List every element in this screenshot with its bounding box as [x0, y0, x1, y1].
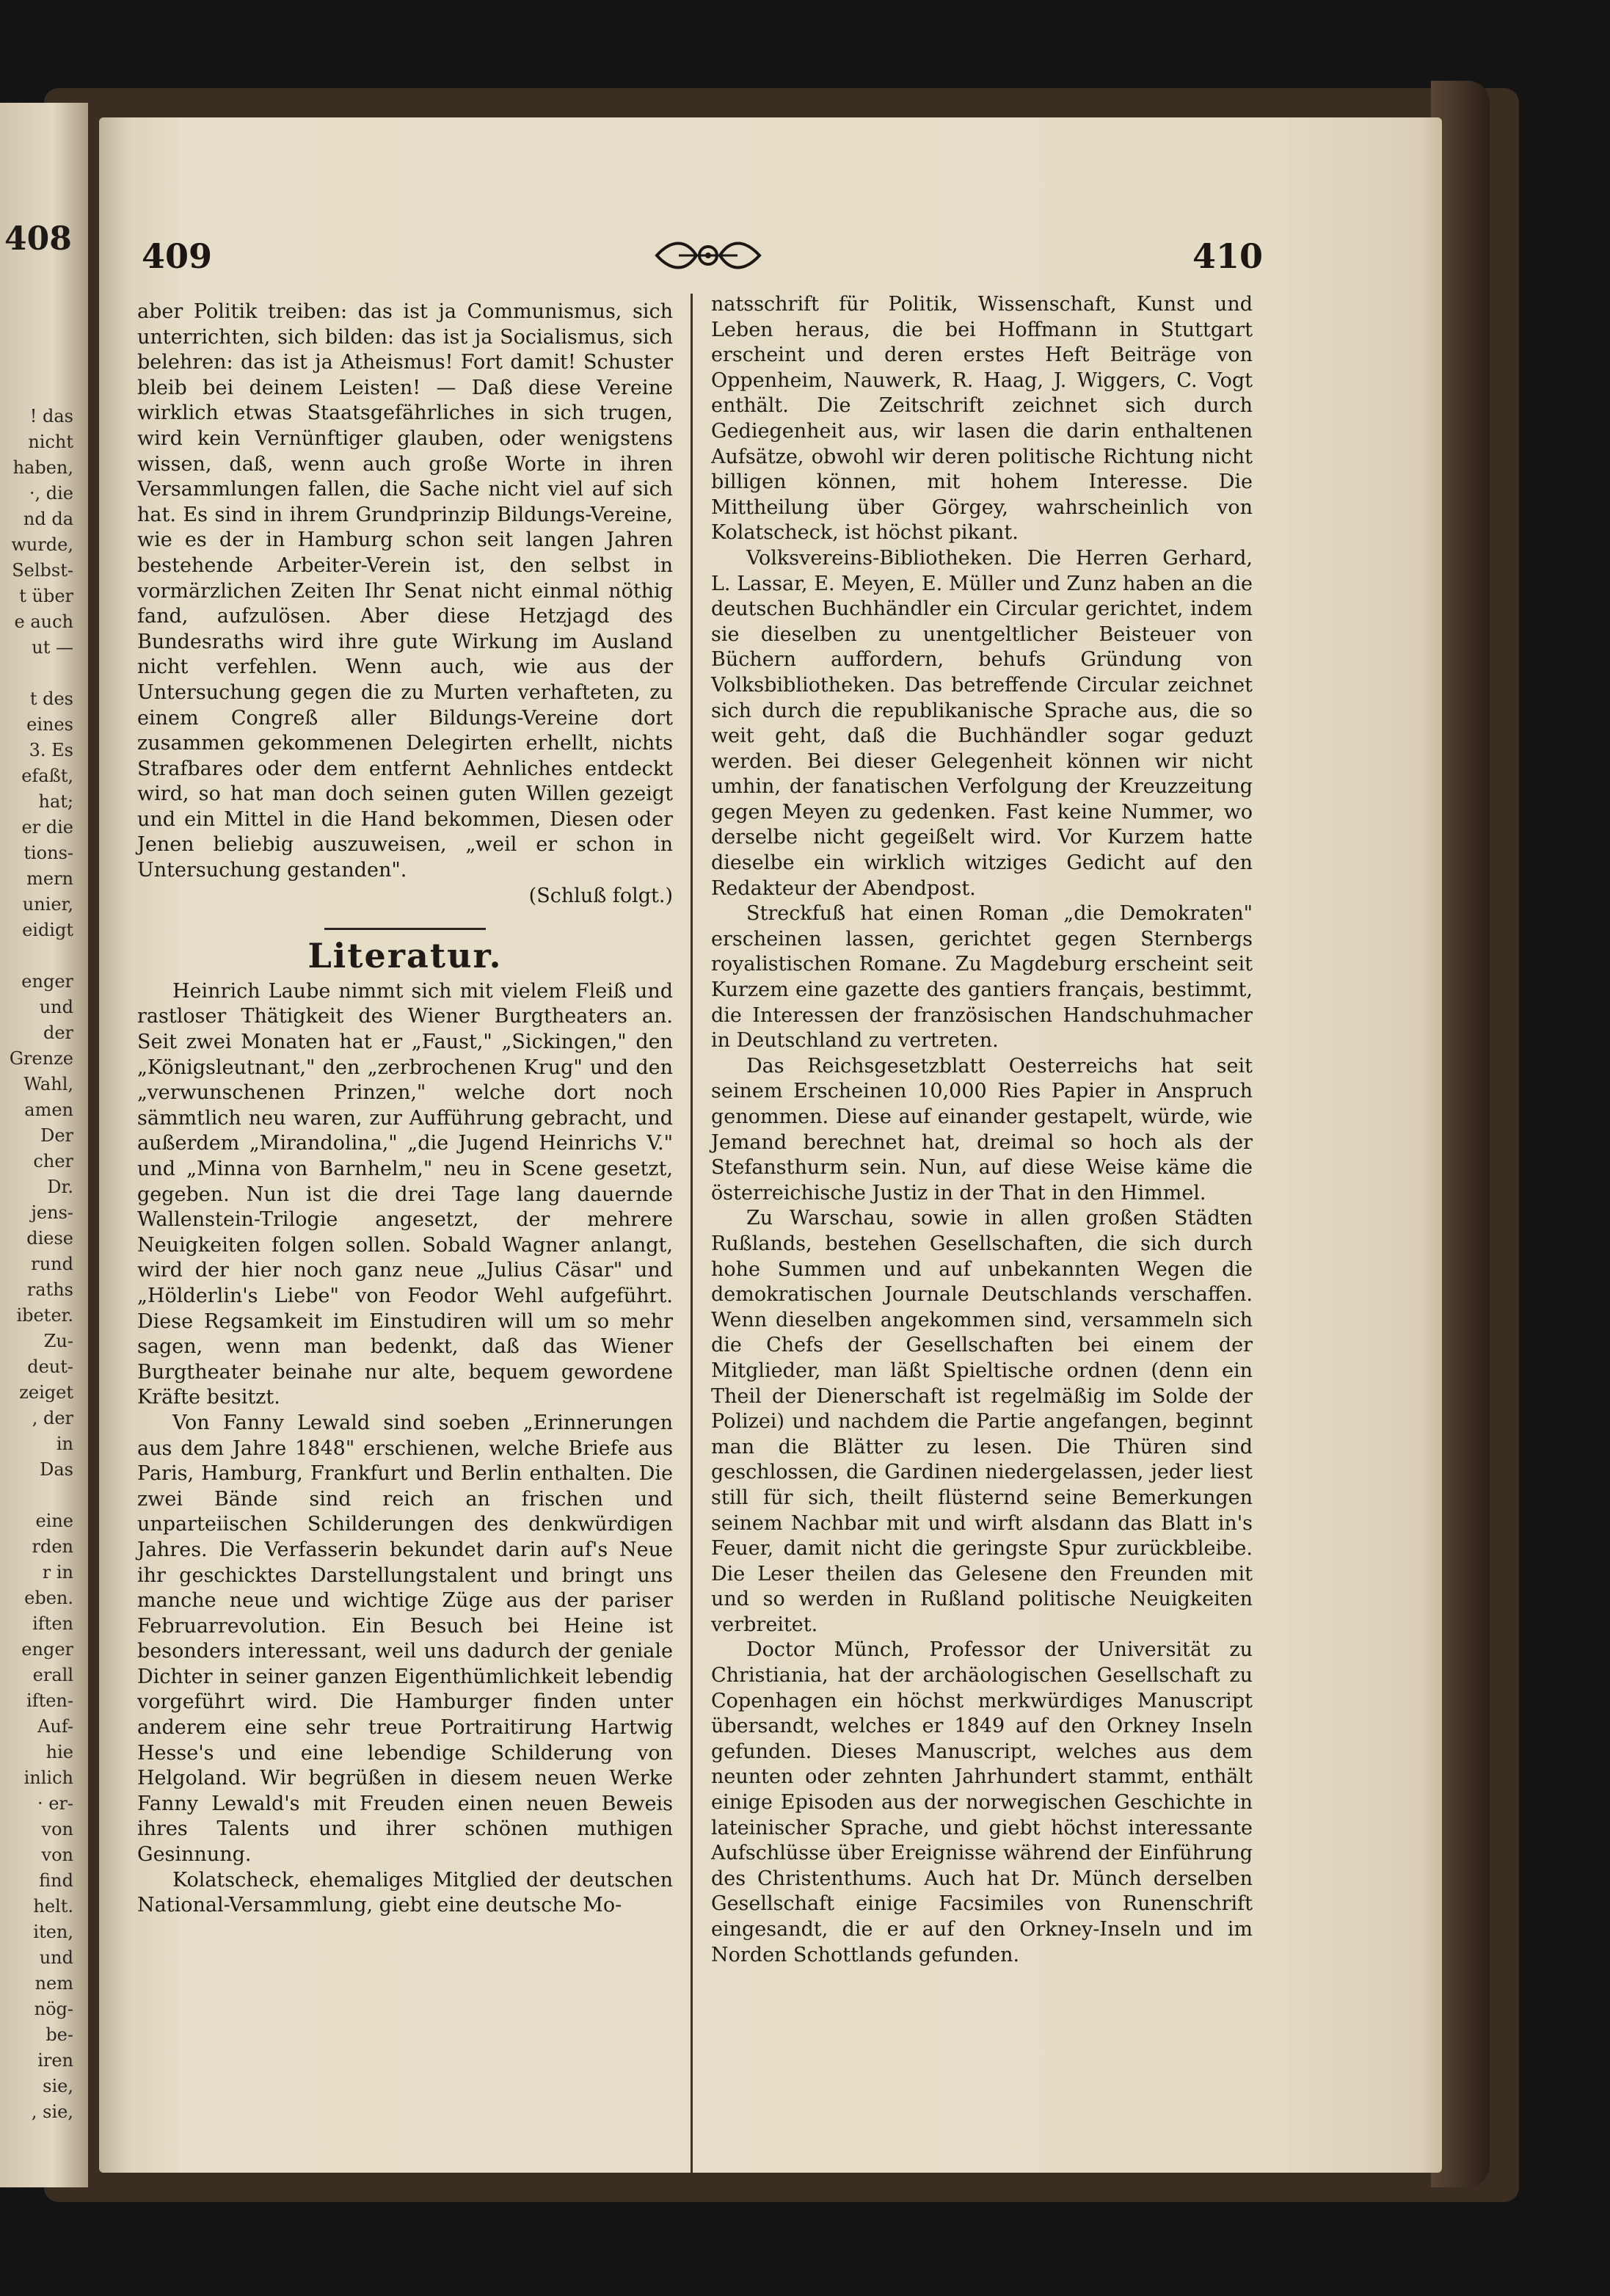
previous-page-fragment: und [39, 997, 73, 1017]
previous-page-fragment: inlich [23, 1768, 73, 1788]
previous-page-fragment: r in [42, 1562, 73, 1583]
previous-page-fragment: iften [32, 1613, 73, 1634]
paragraph: aber Politik treiben: das ist ja Communismus, sich unterrichten, sich bilden: das ist ja Socialismus, sich belehren: das ist ja Atheismus! Fort damit! Schuster bleib bei deinem Leisten! — Daß diese Vereine wirklich etwas Staatsgefährliches in sich trugen, wird kein Vernünftiger glauben, oder wenigstens wissen, daß, wenn auch große Worte in ihren Versammlungen fallen, die Sache nicht viel auf sich hat. Es sind in ihrem Grundprinzip Bildungs-Vereine, wie es der in Hamburg schon seit langen Jahren bestehende Arbeiter-Verein ist, den selbst in vormärzlichen Zeiten Ihr Senat nicht einmal nöthig fand, aufzulösen. Aber diese Hetzjagd des Bundesraths wird ihre gute Wirkung im Ausland nicht verfehlen. Wenn auch, wie aus der Untersuchung gegen die zu Murten verhafteten, zu einem Congreß aller Bildungs-Vereine dort zusammen gekommenen Delegirten erhellt, nichts Strafbares oder dem entfernt Aehnliches entdeckt wird, so hat man doch seinen guten Willen gezeigt und ein Mittel in die Hand bekommen, Diesen oder Jenen beliebig auszuweisen, „weil er schon in Untersuchung gestanden". [137, 300, 673, 882]
paragraph: Zu Warschau, sowie in allen großen Städten Rußlands, bestehen Gesellschaften, die sich durch hohe Summen und auf unbekannten Wegen die demokratischen Journale Deutschlands verschaffen. Wenn dieselben angekommen sind, versammeln sich die Chefs der Gesellschaften bei einem der Mitglieder, man läßt Spieltische ordnen (denn ein Theil der Dienerschaft ist regelmäßig im Solde der Polizei) und nachdem die Partie angefangen, beginnt man die Blätter zu lesen. Die Thüren sind geschlossen, die Gardinen niedergelassen, jeder liest still für sich, theilt flüsternd seine Bemerkungen seinem Nachbar mit und wirft alsdann das Blatt in's Feuer, damit nicht die geringste Spur zurückbleibe. Die Leser theilen das Gelesene den Freunden mit und so werden in Rußland politische Neuigkeiten verbreitet. [711, 1207, 1253, 1636]
previous-page-fragment: iften- [26, 1690, 73, 1711]
previous-page-fragment [0, 1483, 73, 1508]
page-number-left: 409 [142, 236, 213, 276]
previous-page-fragment: rden [32, 1536, 73, 1557]
continued-note: (Schluß folgt.) [528, 884, 673, 907]
previous-page-fragment: nem [34, 1973, 73, 1994]
previous-page-fragment: hie [45, 1742, 73, 1762]
previous-page-fragment: zeiget [19, 1382, 73, 1403]
previous-page-fragment: er die [21, 817, 73, 838]
previous-page-fragment: Dr. [47, 1177, 73, 1197]
right-column [711, 292, 1253, 1968]
previous-page-fragment: ·, die [29, 483, 73, 504]
previous-page-fragment: cher [33, 1151, 73, 1171]
previous-page-fragment: nd da [23, 509, 73, 529]
previous-page-fragment: rund [31, 1254, 73, 1274]
previous-page-fragment: e auch [14, 611, 73, 632]
previous-page-fragment: nicht [28, 432, 73, 452]
column-divider [691, 294, 693, 2173]
section-separator [324, 928, 486, 930]
paragraph: Volksvereins-Bibliotheken. Die Herren Gerhard, L. Lassar, E. Meyen, E. Müller und Zunz haben an die deutschen Buchhändler ein Circular gerichtet, indem sie dieselben zu unentgeltlicher Beisteuer von Büchern auffordern, behufs Gründung von Volksbibliotheken. Das betreffende Circular zeichnet sich durch die republikanische Sprache aus, die so weit geht, daß die Buchhändler sogar geduzt werden. Bei dieser Gelegenheit können wir nicht umhin, der fanatischen Verfolgung der Kreuzzeitung gegen Meyen zu gedenken. Fast keine Nummer, wo derselbe nicht gegeißelt wird. Vor Kurzem hatte dieselbe ein wirklich witziges Gedicht auf den Redakteur der Abendpost. [711, 546, 1253, 900]
previous-page-fragment: deut- [27, 1356, 73, 1377]
previous-page-fragment: ut — [32, 637, 73, 658]
previous-page-fragment: erall [32, 1665, 73, 1685]
previous-page-fragment: Der [40, 1125, 73, 1146]
previous-page-fragment: Auf- [37, 1716, 73, 1737]
previous-page-fragment: hat; [38, 791, 73, 812]
previous-page-fragment: helt. [33, 1896, 73, 1917]
previous-page-fragment: be- [45, 2024, 73, 2045]
paragraph: Doctor Münch, Professor der Universität zu Christiania, hat der archäologischen Gesellschaft zu Copenhagen ein höchst merkwürdiges Manuscript übersandt, welches er 1849 auf den Orkney Inseln gefunden. Dieses Manuscript, welches aus dem neunten oder zehnten Jahrhundert stammt, enthält einige Episoden aus der norwegischen Geschichte in lateinischer Sprache, und giebt höchst interessante Aufschlüsse über Ereignisse während der Einführung des Christenthums. Auch hat Dr. Münch derselben Gesellschaft einige Facsimiles von Runenschrift eingesandt, die er auf den Orkney-Inseln und im Norden Schottlands gefunden. [711, 1638, 1253, 1966]
previous-page-fragment: jens- [31, 1202, 73, 1223]
left-column [137, 299, 673, 1919]
previous-page-fragment: Wahl, [23, 1074, 73, 1094]
previous-page-edge [0, 103, 88, 2187]
previous-page-fragment: 3. Es [29, 740, 73, 760]
previous-page-fragment: , sie, [31, 2101, 73, 2122]
header-ornament-icon [649, 235, 767, 276]
paragraph: Streckfuß hat einen Roman „die Demokraten" erscheinen lassen, gerichtet gegen Sternbergs royalistischen Romane. Zu Magdeburg erscheint seit Kurzem eine gazette des gantiers français, bestimmt, die Interessen der französischen Handschuhmacher in Deutschland zu vertreten. [711, 902, 1253, 1053]
paragraph: Das Reichsgesetzblatt Oesterreichs hat seit seinem Erscheinen 10,000 Ries Papier in Anspruch genommen. Diese auf einander gestapelt, würde, wie Jemand berechnet hat, dreimal so hoch als der Stefansthurm sein. Nun, auf diese Weise käme die österreichische Justiz in der That in den Himmel. [711, 1054, 1253, 1205]
previous-page-fragment: Zu- [43, 1331, 73, 1351]
section-title: Literatur. [307, 936, 503, 976]
previous-page-fragment [0, 661, 73, 686]
previous-page-fragment: in [56, 1434, 73, 1454]
previous-page-fragment: von [41, 1845, 73, 1865]
paragraph: natsschrift für Politik, Wissenschaft, Kunst und Leben heraus, die bei Hoffmann in Stuttgart erscheint und deren erstes Heft Beiträge von Oppenheim, Nauwerk, R. Haag, J. Wiggers, C. Vogt enthält. Die Zeitschrift zeichnet sich durch Gediegenheit aus, wir lasen die darin enthaltenen Aufsätze, obwohl wir deren politische Richtung nicht billigen können, mit hohem Interesse. Die Mittheilung über Görgey, wahrscheinlich von Kolatscheck, ist höchst pikant. [711, 293, 1253, 545]
previous-page-fragment: Selbst- [12, 560, 73, 581]
book-page [99, 117, 1442, 2173]
previous-page-fragment: haben, [12, 457, 73, 478]
paragraph: Von Fanny Lewald sind soeben „Erinnerungen aus dem Jahre 1848" erschienen, welche Briefe aus Paris, Hamburg, Frankfurt und Berlin enthalten. Die zwei Bände sind reich an frischen und unparteiischen Schilderungen des denkwürdigen Jahres. Die Verfasserin bekundet darin auf's Neue ihr geschicktes Darstellungstalent und bringt uns manche neue und wichtige Züge aus der pariser Februarrevolution. Ein Besuch bei Heine ist besonders interessant, weil uns dadurch der geniale Dichter in seiner ganzen Eigenthümlichkeit lebendig vorgeführt wird. Die Hamburger finden unter anderem eine sehr treue Portraitirung Hartwig Hesse's und eine lebendige Schilderung von Helgoland. Wir begrüßen in diesem neuen Werke Fanny Lewald's mit Freuden einen neuen Beweis ihres Talents und ihrer schönen muthigen Gesinnung. [137, 1411, 673, 1867]
previous-page-fragment: eine [35, 1511, 73, 1531]
paragraph: Kolatscheck, ehemaliges Mitglied der deutschen National-Versammlung, giebt eine deutsche Mo- [137, 1868, 673, 1917]
previous-page-number: 408 [4, 220, 72, 258]
previous-page-fragment: eben. [24, 1588, 73, 1608]
previous-page-fragment: sie, [43, 2076, 73, 2096]
previous-page-fragment: iren [37, 2050, 73, 2071]
previous-page-fragments [0, 404, 73, 2125]
previous-page-fragment: diese [26, 1228, 73, 1249]
previous-page-fragment: unier, [22, 894, 73, 915]
previous-page-fragment: Grenze [9, 1048, 73, 1069]
previous-page-fragment: enger [21, 1639, 73, 1660]
previous-page-fragment: nög- [34, 1999, 73, 2019]
previous-page-fragment: mern [26, 868, 73, 889]
previous-page-fragment: eines [26, 714, 73, 735]
previous-page-fragment: · er- [37, 1793, 73, 1814]
previous-page-fragment [0, 943, 73, 969]
previous-page-fragment: raths [26, 1279, 73, 1300]
previous-page-fragment: t über [19, 586, 73, 606]
previous-page-fragment: amen [24, 1100, 73, 1120]
previous-page-fragment: enger [21, 971, 73, 992]
previous-page-fragment: Das [40, 1459, 73, 1480]
previous-page-fragment: t des [29, 689, 73, 709]
previous-page-fragment: eidigt [22, 920, 73, 940]
previous-page-fragment: find [39, 1870, 73, 1891]
previous-page-fragment: ! das [29, 406, 73, 426]
previous-page-fragment: ibeter. [16, 1305, 73, 1326]
previous-page-fragment: wurde, [11, 534, 73, 555]
previous-page-fragment: tions- [23, 843, 73, 863]
page-number-right: 410 [1192, 236, 1264, 276]
page-header [99, 117, 1442, 191]
previous-page-fragment: von [41, 1819, 73, 1839]
paragraph: Heinrich Laube nimmt sich mit vielem Fleiß und rastloser Thätigkeit des Wiener Burgtheaters an. Seit zwei Monaten hat er „Faust," „Sickingen," den „Königsleutnant," den „zerbrochenen Krug" und den „verwunschenen Prinzen," welche dort noch sämmtlich neu waren, zur Aufführung gebracht, und außerdem „Mirandolina," „die Jugend Heinrichs V." und „Minna von Barnhelm," neu in Scene gesetzt, gegeben. Nun ist die drei Tage lang dauernde Wallenstein-Trilogie angesetzt, der mehrere Neuigkeiten folgen sollen. Sobald Wagner anlangt, wird der hier noch ganz neue „Julius Cäsar" und „Hölderlin's Liebe" von Feodor Wehl aufgeführt. Diese Regsamkeit im Einstudiren will um so mehr sagen, wenn man bedenkt, daß das Wiener Burgtheater beinahe nur alte, bequem gewordene Kräfte besitzt. [137, 979, 673, 1409]
previous-page-fragment: der [43, 1022, 73, 1043]
previous-page-fragment: efaßt, [21, 766, 73, 786]
previous-page-fragment: , der [32, 1408, 73, 1428]
previous-page-fragment: und [39, 1947, 73, 1968]
previous-page-fragment: iten, [33, 1922, 73, 1942]
